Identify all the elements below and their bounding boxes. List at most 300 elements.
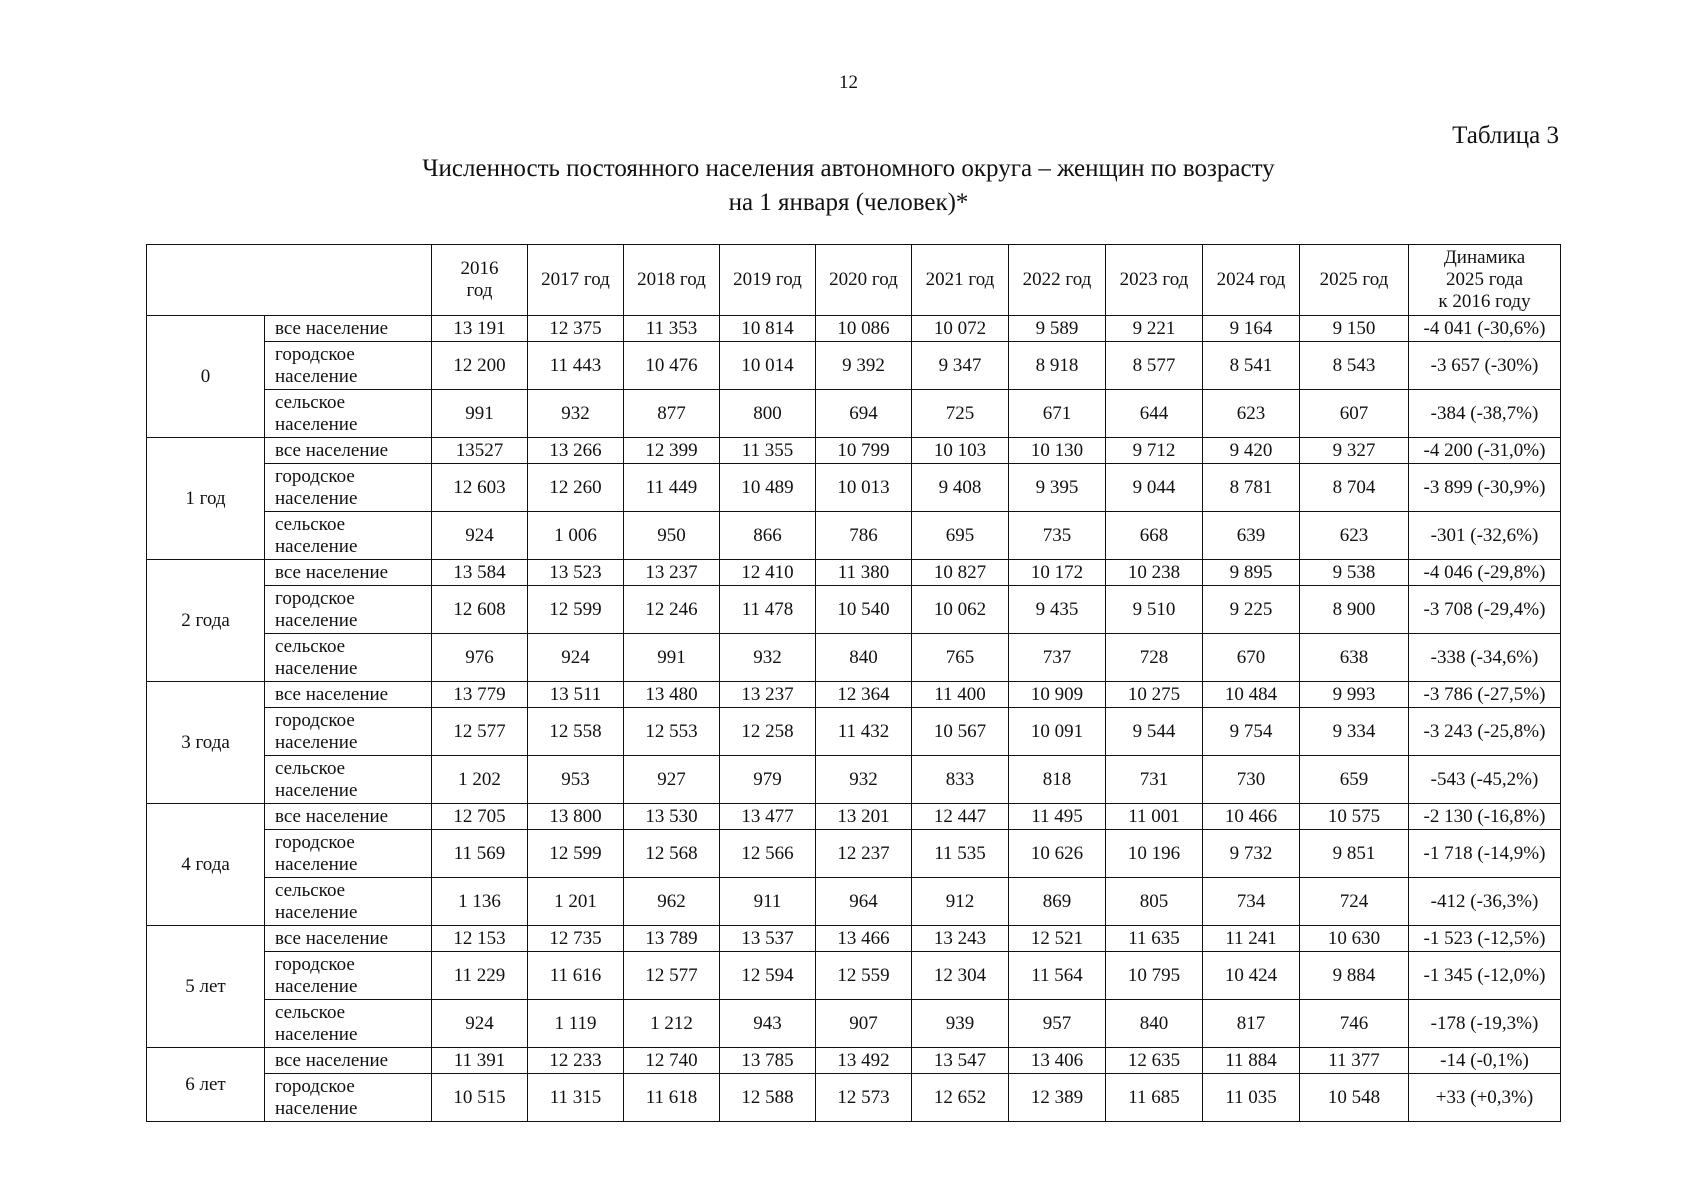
table-label: Таблица 3 — [1452, 122, 1559, 149]
value-cell: 639 — [1203, 512, 1300, 560]
dynamics-cell: -14 (-0,1%) — [1409, 1048, 1561, 1074]
value-cell: 13 201 — [816, 804, 912, 830]
value-cell: 13 406 — [1009, 1048, 1106, 1074]
value-cell: 9 408 — [912, 464, 1009, 512]
header-row — [147, 245, 1561, 316]
population-type-cell — [265, 342, 432, 390]
value-cell: 9 221 — [1106, 316, 1203, 342]
value-cell: 668 — [1106, 512, 1203, 560]
population-type-label: сельское — [275, 1001, 346, 1023]
value-cell: 12 577 — [432, 708, 528, 756]
table-row — [147, 342, 1561, 390]
population-type-label: все население — [275, 561, 389, 583]
value-cell: 9 538 — [1300, 560, 1409, 586]
population-type-cell — [265, 1048, 432, 1074]
value-cell: 13 785 — [720, 1048, 816, 1074]
value-cell: 12 559 — [816, 952, 912, 1000]
table-row — [147, 804, 1561, 830]
value-cell: 10 626 — [1009, 830, 1106, 878]
value-cell: 9 589 — [1009, 316, 1106, 342]
header-year-2016-unit: год — [466, 280, 493, 301]
value-cell: 12 399 — [624, 438, 720, 464]
header-year: 2024 год — [1203, 245, 1300, 316]
value-cell: 12 705 — [432, 804, 528, 830]
table-row — [147, 464, 1561, 512]
value-cell: 1 119 — [528, 1000, 624, 1048]
population-type-label: городское — [275, 953, 355, 975]
value-cell: 10 575 — [1300, 804, 1409, 830]
value-cell: 11 495 — [1009, 804, 1106, 830]
value-cell: 11 564 — [1009, 952, 1106, 1000]
value-cell: 11 380 — [816, 560, 912, 586]
value-cell: 9 712 — [1106, 438, 1203, 464]
population-type-label: все население — [275, 683, 389, 705]
population-type-label: население — [275, 853, 358, 875]
value-cell: 11 635 — [1106, 926, 1203, 952]
dynamics-cell: -4 046 (-29,8%) — [1409, 560, 1561, 586]
age-group-cell: 5 лет — [147, 926, 265, 1048]
header-year: 2019 год — [720, 245, 816, 316]
population-type-cell — [265, 878, 432, 926]
value-cell: 10 540 — [816, 586, 912, 634]
value-cell: 11 355 — [720, 438, 816, 464]
value-cell: 9 395 — [1009, 464, 1106, 512]
population-type-label: население — [275, 413, 358, 435]
value-cell: 866 — [720, 512, 816, 560]
value-cell: 9 544 — [1106, 708, 1203, 756]
dynamics-cell: -3 899 (-30,9%) — [1409, 464, 1561, 512]
header-year: 2018 год — [624, 245, 720, 316]
age-group-cell: 3 года — [147, 682, 265, 804]
table-row — [147, 438, 1561, 464]
value-cell: 932 — [528, 390, 624, 438]
age-group-cell: 1 год — [147, 438, 265, 560]
value-cell: 11 884 — [1203, 1048, 1300, 1074]
value-cell: 11 449 — [624, 464, 720, 512]
population-type-label: городское — [275, 709, 355, 731]
value-cell: 9 334 — [1300, 708, 1409, 756]
value-cell: 9 732 — [1203, 830, 1300, 878]
value-cell: 964 — [816, 878, 912, 926]
population-type-cell — [265, 952, 432, 1000]
dynamics-cell: -1 345 (-12,0%) — [1409, 952, 1561, 1000]
population-type-label: все население — [275, 1049, 389, 1071]
header-year: 2023 год — [1106, 245, 1203, 316]
value-cell: 953 — [528, 756, 624, 804]
header-dynamics-line: Динамика — [1443, 247, 1526, 268]
population-type-label: население — [275, 609, 358, 631]
value-cell: 644 — [1106, 390, 1203, 438]
table-row — [147, 926, 1561, 952]
dynamics-cell: +33 (+0,3%) — [1409, 1074, 1561, 1122]
value-cell: 13 511 — [528, 682, 624, 708]
value-cell: 13 547 — [912, 1048, 1009, 1074]
value-cell: 912 — [912, 878, 1009, 926]
population-type-label: сельское — [275, 635, 346, 657]
value-cell: 8 918 — [1009, 342, 1106, 390]
value-cell: 12 364 — [816, 682, 912, 708]
value-cell: 11 400 — [912, 682, 1009, 708]
value-cell: 13 480 — [624, 682, 720, 708]
population-type-cell — [265, 830, 432, 878]
value-cell: 12 652 — [912, 1074, 1009, 1122]
dynamics-cell: -178 (-19,3%) — [1409, 1000, 1561, 1048]
dynamics-cell: -3 243 (-25,8%) — [1409, 708, 1561, 756]
value-cell: 10 548 — [1300, 1074, 1409, 1122]
value-cell: 12 735 — [528, 926, 624, 952]
population-type-cell — [265, 682, 432, 708]
population-type-label: население — [275, 1023, 358, 1045]
population-type-label: городское — [275, 587, 355, 609]
population-type-cell — [265, 316, 432, 342]
value-cell: 8 900 — [1300, 586, 1409, 634]
table-title-line-1: Численность постоянного населения автономного округа – женщин по возрасту — [422, 155, 1275, 182]
table-row — [147, 830, 1561, 878]
value-cell: 9 420 — [1203, 438, 1300, 464]
value-cell: 10 013 — [816, 464, 912, 512]
table-row — [147, 316, 1561, 342]
age-group-cell: 6 лет — [147, 1048, 265, 1122]
value-cell: 765 — [912, 634, 1009, 682]
value-cell: 907 — [816, 1000, 912, 1048]
value-cell: 786 — [816, 512, 912, 560]
table-row — [147, 756, 1561, 804]
table-row — [147, 586, 1561, 634]
value-cell: 924 — [432, 1000, 528, 1048]
value-cell: 11 377 — [1300, 1048, 1409, 1074]
value-cell: 991 — [432, 390, 528, 438]
value-cell: 10 103 — [912, 438, 1009, 464]
value-cell: 13527 — [432, 438, 528, 464]
value-cell: 737 — [1009, 634, 1106, 682]
population-type-cell — [265, 560, 432, 586]
value-cell: 607 — [1300, 390, 1409, 438]
value-cell: 1 201 — [528, 878, 624, 926]
value-cell: 817 — [1203, 1000, 1300, 1048]
value-cell: 11 353 — [624, 316, 720, 342]
table-row — [147, 1048, 1561, 1074]
value-cell: 10 238 — [1106, 560, 1203, 586]
dynamics-cell: -1 718 (-14,9%) — [1409, 830, 1561, 878]
population-type-cell — [265, 586, 432, 634]
value-cell: 12 599 — [528, 586, 624, 634]
value-cell: 962 — [624, 878, 720, 926]
value-cell: 11 241 — [1203, 926, 1300, 952]
value-cell: 9 347 — [912, 342, 1009, 390]
value-cell: 12 375 — [528, 316, 624, 342]
value-cell: 9 150 — [1300, 316, 1409, 342]
value-cell: 12 558 — [528, 708, 624, 756]
header-year: 2017 год — [528, 245, 624, 316]
value-cell: 623 — [1203, 390, 1300, 438]
dynamics-cell: -301 (-32,6%) — [1409, 512, 1561, 560]
table-row — [147, 390, 1561, 438]
value-cell: 10 515 — [432, 1074, 528, 1122]
table-title — [0, 152, 1697, 220]
value-cell: 13 584 — [432, 560, 528, 586]
population-type-label: население — [275, 1097, 358, 1119]
value-cell: 833 — [912, 756, 1009, 804]
value-cell: 12 573 — [816, 1074, 912, 1122]
value-cell: 10 091 — [1009, 708, 1106, 756]
table-row — [147, 634, 1561, 682]
value-cell: 927 — [624, 756, 720, 804]
dynamics-cell: -3 657 (-30%) — [1409, 342, 1561, 390]
value-cell: 869 — [1009, 878, 1106, 926]
value-cell: 12 200 — [432, 342, 528, 390]
value-cell: 695 — [912, 512, 1009, 560]
value-cell: 638 — [1300, 634, 1409, 682]
value-cell: 12 410 — [720, 560, 816, 586]
value-cell: 746 — [1300, 1000, 1409, 1048]
table-row — [147, 560, 1561, 586]
population-type-label: население — [275, 779, 358, 801]
value-cell: 671 — [1009, 390, 1106, 438]
population-type-label: население — [275, 975, 358, 997]
value-cell: 12 568 — [624, 830, 720, 878]
value-cell: 805 — [1106, 878, 1203, 926]
value-cell: 9 327 — [1300, 438, 1409, 464]
value-cell: 8 541 — [1203, 342, 1300, 390]
value-cell: 670 — [1203, 634, 1300, 682]
population-type-label: население — [275, 901, 358, 923]
population-type-cell — [265, 390, 432, 438]
value-cell: 12 246 — [624, 586, 720, 634]
value-cell: 9 884 — [1300, 952, 1409, 1000]
value-cell: 13 789 — [624, 926, 720, 952]
value-cell: 11 315 — [528, 1074, 624, 1122]
population-type-label: все население — [275, 927, 389, 949]
value-cell: 12 233 — [528, 1048, 624, 1074]
value-cell: 1 212 — [624, 1000, 720, 1048]
value-cell: 9 754 — [1203, 708, 1300, 756]
value-cell: 12 389 — [1009, 1074, 1106, 1122]
value-cell: 730 — [1203, 756, 1300, 804]
value-cell: 8 543 — [1300, 342, 1409, 390]
population-type-cell — [265, 1074, 432, 1122]
value-cell: 10 799 — [816, 438, 912, 464]
population-type-cell — [265, 634, 432, 682]
value-cell: 724 — [1300, 878, 1409, 926]
table-row — [147, 1074, 1561, 1122]
value-cell: 11 685 — [1106, 1074, 1203, 1122]
population-type-cell — [265, 708, 432, 756]
population-table — [146, 244, 1561, 1122]
header-year: 2021 год — [912, 245, 1009, 316]
value-cell: 13 492 — [816, 1048, 912, 1074]
header-corner-cell — [147, 245, 432, 316]
population-type-label: население — [275, 535, 358, 557]
table-row — [147, 1000, 1561, 1048]
value-cell: 9 164 — [1203, 316, 1300, 342]
table-row — [147, 682, 1561, 708]
value-cell: 991 — [624, 634, 720, 682]
value-cell: 11 618 — [624, 1074, 720, 1122]
value-cell: 957 — [1009, 1000, 1106, 1048]
value-cell: 10 466 — [1203, 804, 1300, 830]
header-year-2016 — [432, 245, 528, 316]
population-type-label: население — [275, 365, 358, 387]
value-cell: 9 993 — [1300, 682, 1409, 708]
population-type-label: городское — [275, 343, 355, 365]
value-cell: 840 — [1106, 1000, 1203, 1048]
header-year: 2025 год — [1300, 245, 1409, 316]
population-type-label: городское — [275, 465, 355, 487]
dynamics-cell: -4 041 (-30,6%) — [1409, 316, 1561, 342]
table-title-line-2: на 1 января (человек)* — [728, 189, 969, 216]
population-type-label: все население — [275, 439, 389, 461]
population-type-label: все население — [275, 317, 389, 339]
value-cell: 13 191 — [432, 316, 528, 342]
value-cell: 12 153 — [432, 926, 528, 952]
value-cell: 10 086 — [816, 316, 912, 342]
value-cell: 11 535 — [912, 830, 1009, 878]
value-cell: 10 909 — [1009, 682, 1106, 708]
value-cell: 924 — [528, 634, 624, 682]
header-dynamics-line: 2025 года — [1445, 269, 1524, 290]
value-cell: 12 304 — [912, 952, 1009, 1000]
value-cell: 11 391 — [432, 1048, 528, 1074]
value-cell: 9 435 — [1009, 586, 1106, 634]
population-type-label: городское — [275, 831, 355, 853]
value-cell: 728 — [1106, 634, 1203, 682]
value-cell: 12 577 — [624, 952, 720, 1000]
dynamics-cell: -1 523 (-12,5%) — [1409, 926, 1561, 952]
value-cell: 9 392 — [816, 342, 912, 390]
value-cell: 11 229 — [432, 952, 528, 1000]
age-group-cell: 4 года — [147, 804, 265, 926]
value-cell: 12 603 — [432, 464, 528, 512]
value-cell: 10 567 — [912, 708, 1009, 756]
value-cell: 911 — [720, 878, 816, 926]
value-cell: 13 243 — [912, 926, 1009, 952]
value-cell: 9 895 — [1203, 560, 1300, 586]
value-cell: 924 — [432, 512, 528, 560]
value-cell: 950 — [624, 512, 720, 560]
value-cell: 13 477 — [720, 804, 816, 830]
value-cell: 13 523 — [528, 560, 624, 586]
header-year-2016-number: 2016 — [460, 258, 499, 279]
value-cell: 13 237 — [624, 560, 720, 586]
header-year: 2022 год — [1009, 245, 1106, 316]
value-cell: 623 — [1300, 512, 1409, 560]
table-row — [147, 512, 1561, 560]
value-cell: 979 — [720, 756, 816, 804]
value-cell: 12 740 — [624, 1048, 720, 1074]
value-cell: 735 — [1009, 512, 1106, 560]
dynamics-cell: -543 (-45,2%) — [1409, 756, 1561, 804]
value-cell: 11 443 — [528, 342, 624, 390]
value-cell: 694 — [816, 390, 912, 438]
value-cell: 10 489 — [720, 464, 816, 512]
value-cell: 10 014 — [720, 342, 816, 390]
value-cell: 9 851 — [1300, 830, 1409, 878]
table-row — [147, 878, 1561, 926]
population-type-cell — [265, 438, 432, 464]
value-cell: 13 237 — [720, 682, 816, 708]
population-type-cell — [265, 464, 432, 512]
population-type-cell — [265, 512, 432, 560]
value-cell: 943 — [720, 1000, 816, 1048]
value-cell: 10 062 — [912, 586, 1009, 634]
dynamics-cell: -3 786 (-27,5%) — [1409, 682, 1561, 708]
value-cell: 12 588 — [720, 1074, 816, 1122]
value-cell: 1 202 — [432, 756, 528, 804]
value-cell: 932 — [816, 756, 912, 804]
value-cell: 12 237 — [816, 830, 912, 878]
population-type-label: сельское — [275, 879, 346, 901]
value-cell: 10 814 — [720, 316, 816, 342]
value-cell: 11 478 — [720, 586, 816, 634]
value-cell: 10 476 — [624, 342, 720, 390]
population-type-cell — [265, 804, 432, 830]
table-row — [147, 952, 1561, 1000]
value-cell: 12 599 — [528, 830, 624, 878]
value-cell: 9 225 — [1203, 586, 1300, 634]
table-row — [147, 708, 1561, 756]
value-cell: 13 800 — [528, 804, 624, 830]
value-cell: 12 635 — [1106, 1048, 1203, 1074]
value-cell: 8 704 — [1300, 464, 1409, 512]
table-body — [147, 316, 1561, 1122]
population-type-label: сельское — [275, 391, 346, 413]
dynamics-cell: -2 130 (-16,8%) — [1409, 804, 1561, 830]
population-type-cell — [265, 1000, 432, 1048]
value-cell: 10 484 — [1203, 682, 1300, 708]
value-cell: 10 630 — [1300, 926, 1409, 952]
value-cell: 10 072 — [912, 316, 1009, 342]
value-cell: 13 266 — [528, 438, 624, 464]
value-cell: 877 — [624, 390, 720, 438]
value-cell: 13 779 — [432, 682, 528, 708]
value-cell: 11 035 — [1203, 1074, 1300, 1122]
value-cell: 10 795 — [1106, 952, 1203, 1000]
value-cell: 10 172 — [1009, 560, 1106, 586]
value-cell: 13 530 — [624, 804, 720, 830]
value-cell: 659 — [1300, 756, 1409, 804]
population-type-label: все население — [275, 805, 389, 827]
value-cell: 12 608 — [432, 586, 528, 634]
population-type-label: сельское — [275, 513, 346, 535]
value-cell: 13 537 — [720, 926, 816, 952]
value-cell: 932 — [720, 634, 816, 682]
age-group-cell: 2 года — [147, 560, 265, 682]
header-dynamics — [1409, 245, 1561, 316]
value-cell: 11 432 — [816, 708, 912, 756]
value-cell: 10 424 — [1203, 952, 1300, 1000]
value-cell: 10 275 — [1106, 682, 1203, 708]
page-number: 12 — [839, 72, 858, 93]
dynamics-cell: -4 200 (-31,0%) — [1409, 438, 1561, 464]
header-year: 2020 год — [816, 245, 912, 316]
value-cell: 8 577 — [1106, 342, 1203, 390]
value-cell: 11 616 — [528, 952, 624, 1000]
dynamics-cell: -338 (-34,6%) — [1409, 634, 1561, 682]
population-type-cell — [265, 756, 432, 804]
value-cell: 10 130 — [1009, 438, 1106, 464]
population-type-label: население — [275, 731, 358, 753]
dynamics-cell: -412 (-36,3%) — [1409, 878, 1561, 926]
value-cell: 12 260 — [528, 464, 624, 512]
dynamics-cell: -3 708 (-29,4%) — [1409, 586, 1561, 634]
value-cell: 1 006 — [528, 512, 624, 560]
population-type-label: население — [275, 487, 358, 509]
value-cell: 9 044 — [1106, 464, 1203, 512]
dynamics-cell: -384 (-38,7%) — [1409, 390, 1561, 438]
value-cell: 12 521 — [1009, 926, 1106, 952]
value-cell: 9 510 — [1106, 586, 1203, 634]
value-cell: 11 001 — [1106, 804, 1203, 830]
